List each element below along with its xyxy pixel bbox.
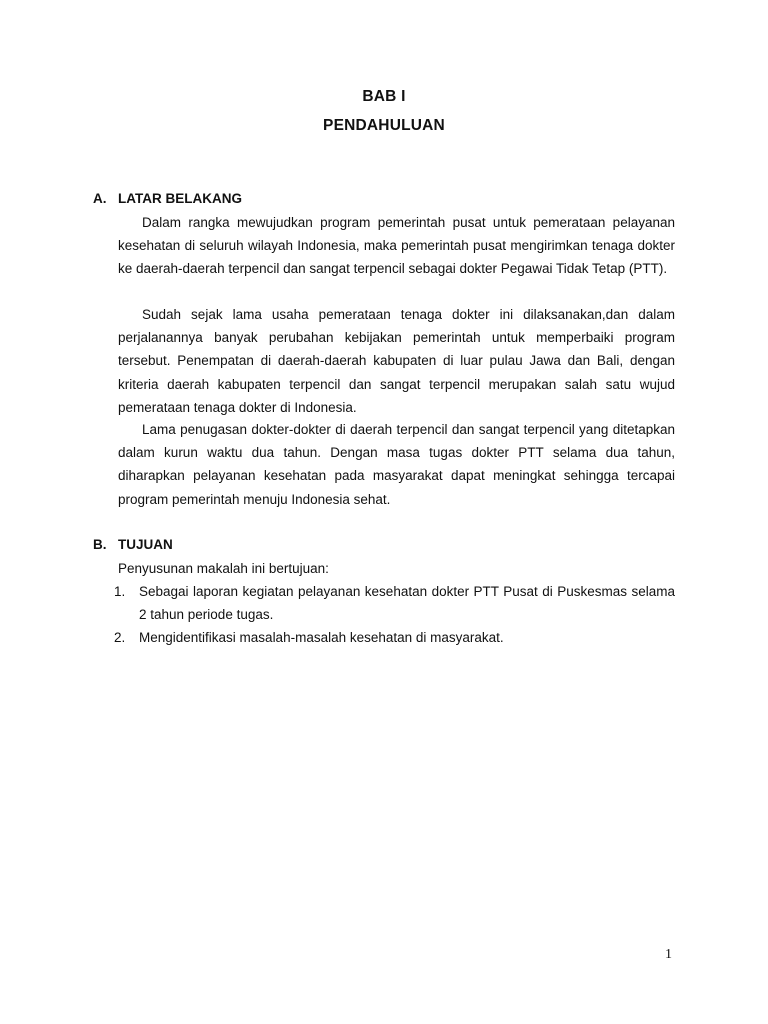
section-letter: B.	[93, 537, 107, 552]
list-number: 2.	[114, 630, 126, 646]
tujuan-intro: Penyusunan makalah ini bertujuan:	[118, 561, 329, 576]
section-heading-latar-belakang	[93, 191, 242, 206]
section-title: LATAR BELAKANG	[118, 191, 242, 206]
section-letter: A.	[93, 191, 107, 206]
paragraph-1: Dalam rangka mewujudkan program pemerintah pusat untuk pemerataan pelayanan kesehatan di seluruh wilayah Indonesia, maka pemerintah pusat mengirimkan tenaga dokter ke daerah-daerah terpencil dan sangat terpencil sebagai dokter Pegawai Tidak Tetap (PTT).	[118, 215, 675, 277]
list-text: Sebagai laporan kegiatan pelayanan kesehatan dokter PTT Pusat di Puskesmas selama 2 tahun periode tugas.	[139, 584, 675, 623]
section-heading-tujuan	[93, 537, 173, 552]
paragraph-3: Lama penugasan dokter-dokter di daerah terpencil dan sangat terpencil yang ditetapkan dalam kurun waktu dua tahun. Dengan masa tugas dokter PTT selama dua tahun, diharapkan pelayanan kesehatan pada masyarakat dapat meningkat sehingga tercapai program pemerintah menuju Indonesia sehat.	[118, 422, 675, 507]
list-item	[114, 580, 675, 626]
list-item	[114, 626, 675, 649]
chapter-number: BAB I	[362, 88, 406, 105]
page-number: 1	[665, 947, 672, 962]
section-title: TUJUAN	[118, 537, 173, 552]
tujuan-list	[114, 580, 675, 650]
list-text: Mengidentifikasi masalah-masalah kesehatan di masyarakat.	[139, 630, 504, 646]
paragraph-2: Sudah sejak lama usaha pemerataan tenaga dokter ini dilaksanakan,dan dalam perjalanannya banyak perubahan kebijakan pemerintah untuk memperbaiki program tersebut. Penempatan di daerah-daerah kabupaten di luar pulau Jawa dan Bali, dengan kriteria daerah kabupaten terpencil dan sangat terpencil merupakan salah satu wujud pemerataan tenaga dokter di Indonesia.	[118, 307, 675, 415]
chapter-title: PENDAHULUAN	[323, 117, 445, 134]
list-number: 1.	[114, 584, 126, 599]
